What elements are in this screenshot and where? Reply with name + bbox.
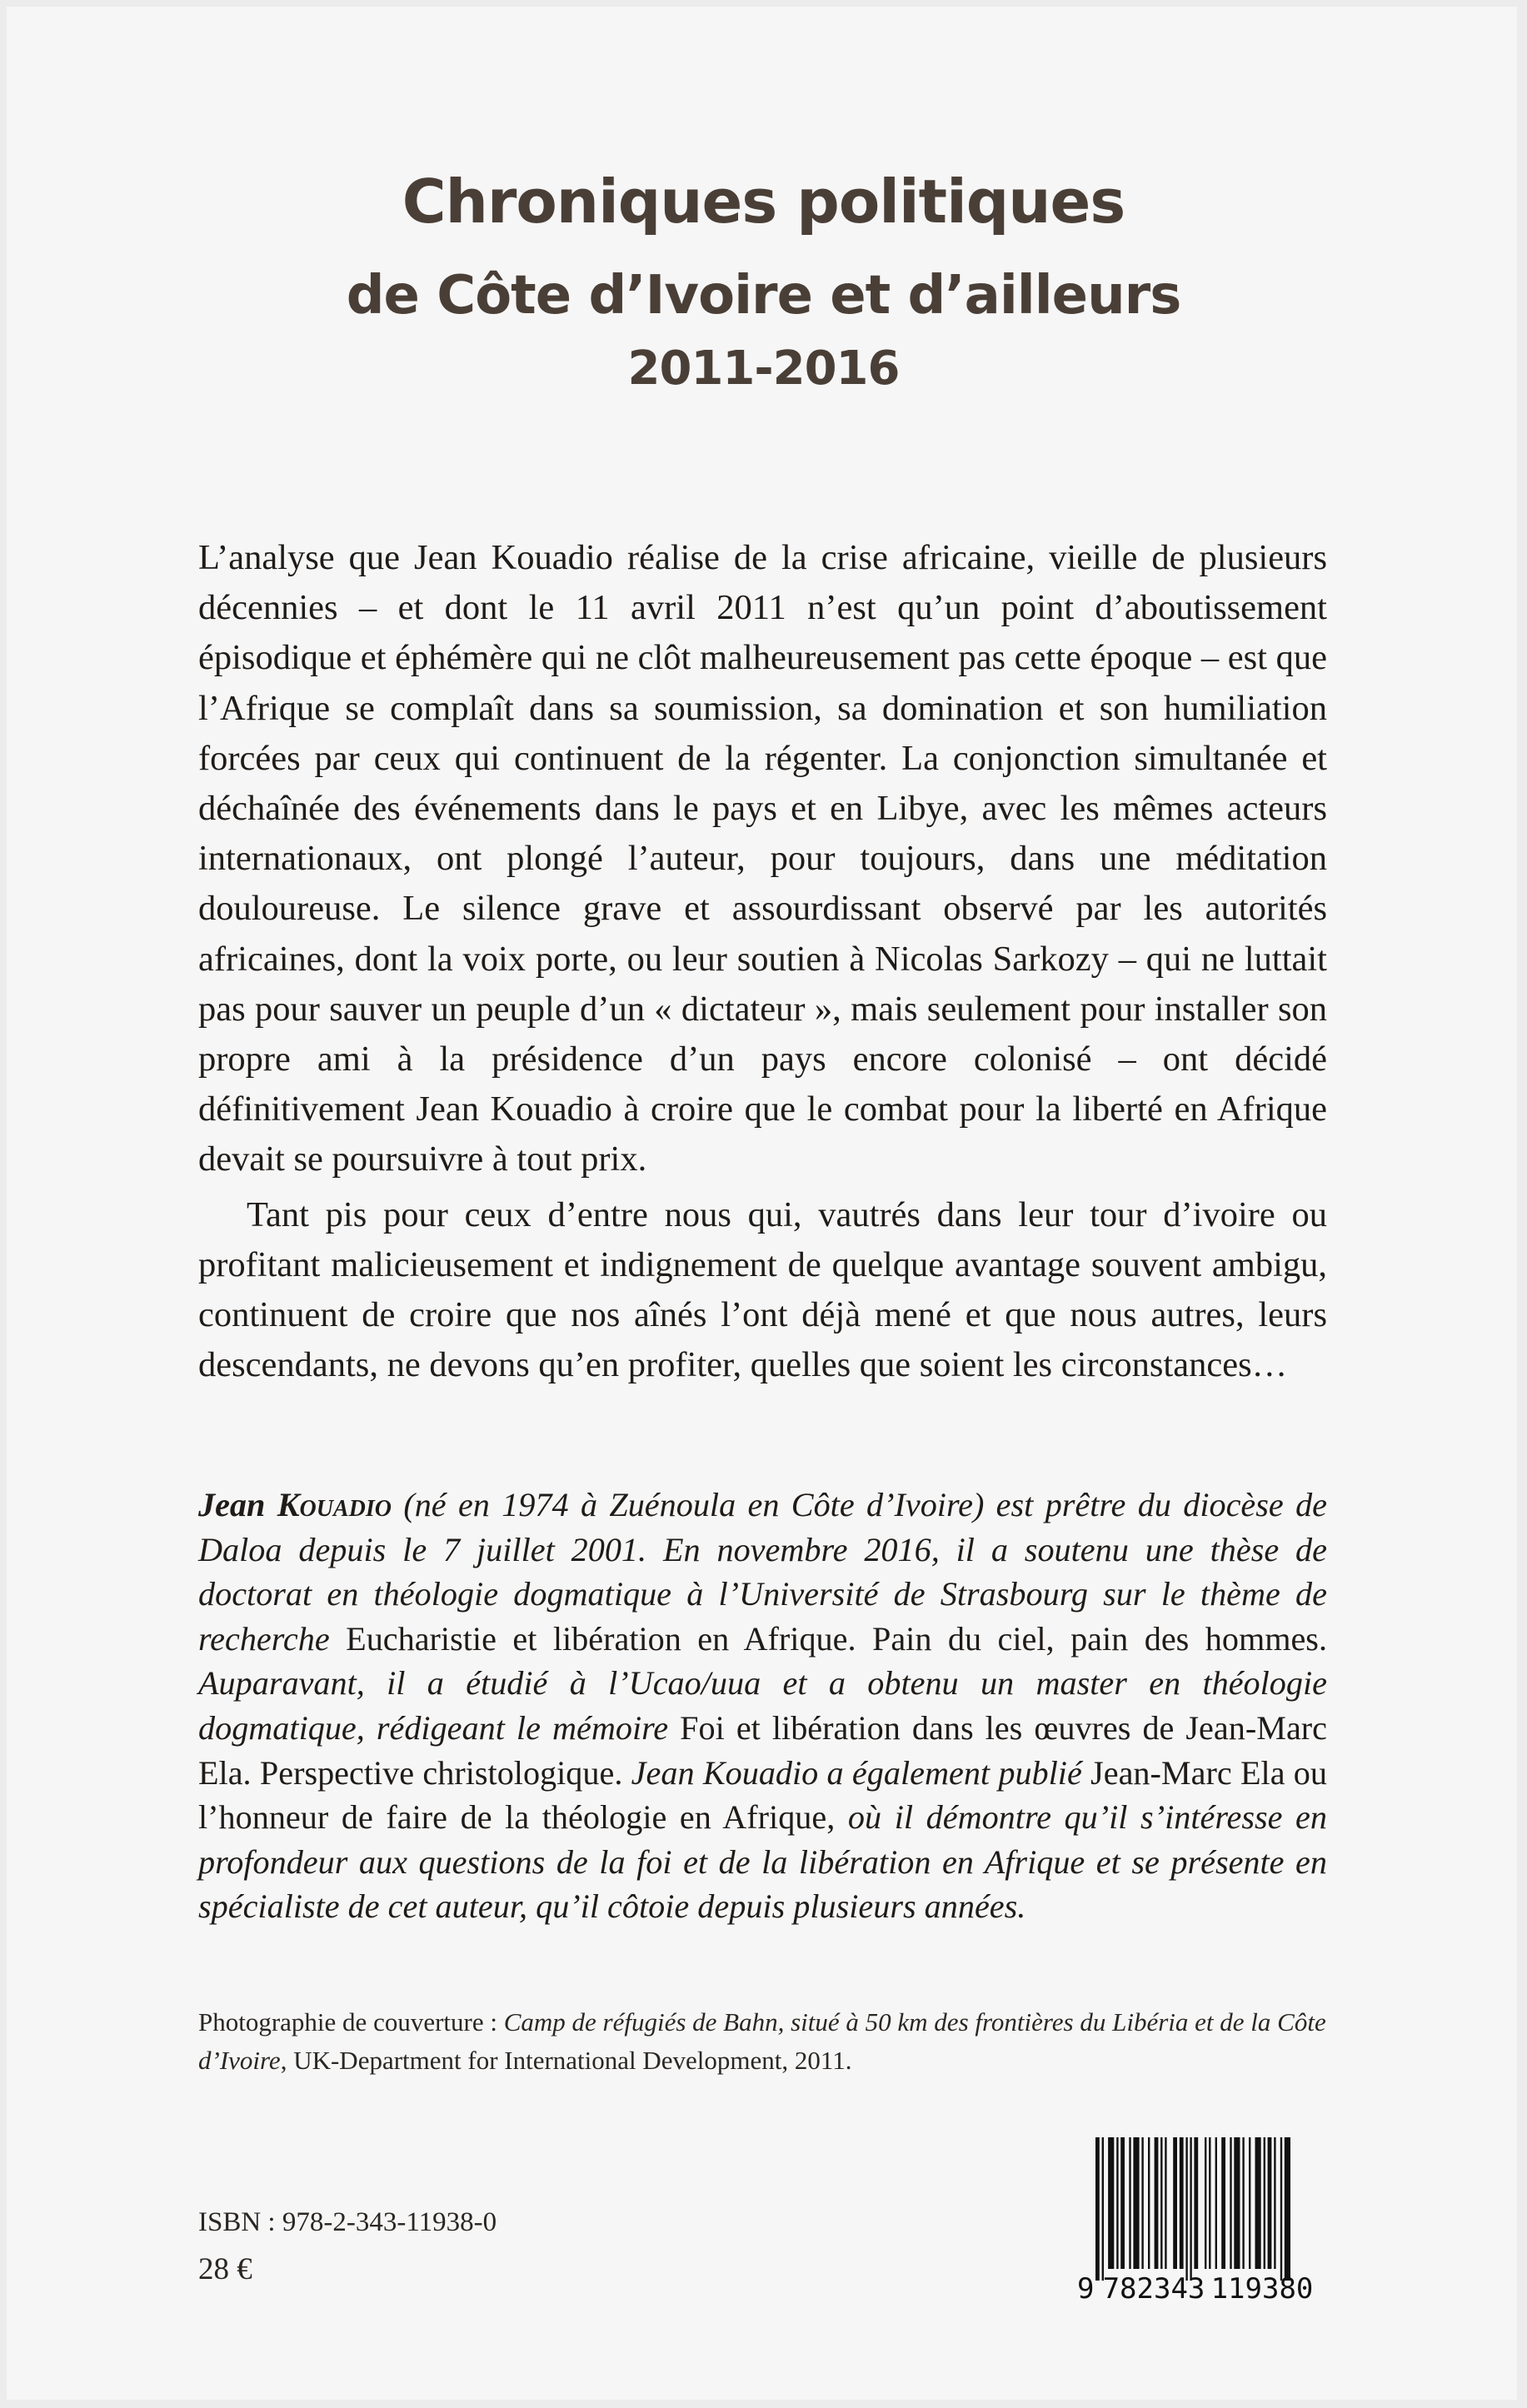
photo-credit-source: , UK-Department for International Development, 2011.: [280, 2046, 852, 2075]
photo-credit: [198, 2003, 1331, 2080]
bio-text: où il démontre qu’il s’intéresse en profondeur aux questions de la foi et de la libération en Afrique et se présente en spécialiste de cet auteur, qu’il côtoie depuis plusieurs années.: [198, 1798, 1327, 1926]
barcode-bar: [1221, 2137, 1225, 2269]
barcode-bar: [1215, 2137, 1217, 2269]
barcode-bar: [1129, 2137, 1130, 2269]
isbn-number: ISBN : 978-2-343-11938-0: [198, 2207, 497, 2237]
barcode-bar: [1274, 2137, 1275, 2269]
barcode-bars: [1095, 2137, 1290, 2281]
thesis-title: Eucharistie et libération en Afrique. Pain du ciel, pain des hommes.: [346, 1619, 1327, 1658]
barcode-bar: [1194, 2137, 1198, 2269]
author-first-name: Jean: [198, 1486, 266, 1523]
barcode-bar: [1185, 2137, 1187, 2281]
publication-title: Jean-Marc Ela ou l’honneur de faire de la théologie en Afrique,: [198, 1753, 1327, 1837]
barcode-bar: [1180, 2137, 1184, 2269]
barcode-bar: [1234, 2137, 1240, 2269]
author-bio: [198, 1483, 1327, 1929]
barcode-bar: [1108, 2137, 1114, 2269]
author-last-name: Kouadio: [277, 1486, 392, 1523]
barcode-bar: [1141, 2137, 1143, 2269]
barcode-bar: [1102, 2137, 1104, 2281]
book-subtitle: de Côte d’Ivoire et d’ailleurs: [346, 265, 1181, 327]
barcode-bar: [1285, 2137, 1290, 2281]
barcode-bar: [1155, 2137, 1159, 2269]
barcode-bar: [1242, 2137, 1244, 2269]
barcode-bar: [1190, 2137, 1191, 2281]
summary-paragraph: L’analyse que Jean Kouadio réalise de la crise africaine, vieille de plusieurs décennies – et dont le 11 avril 2011 n’est qu’un point d’aboutissement épisodique et éphémère qui ne clôt malheureusement pas cette époque – est que l’Afrique se complaît dans sa soumission, sa domination et son humiliation forcées par ceux qui continuent de la régenter. La conjonction simultanée et déchaînée des événements dans le pays et en Libye, avec les mêmes acteurs internationaux, ont plongé l’auteur, pour toujours, dans une méditation douloureuse. Le silence grave et assourdissant observé par les autorités africaines, dont la voix porte, ou leur soutien à Nicolas Sarkozy – qui ne luttait pas pour sauver un peuple d’un « dictateur », mais seulement pour installer son propre ami à la présidence d’un pays encore colonisé – ont décidé définitivement Jean Kouadio à croire que le combat pour la liberté en Afrique devait se poursuivre à tout prix.: [198, 538, 1327, 1179]
photo-credit-caption: Camp de réfugiés de Bahn, situé à 50 km des frontières du Libéria et de la Côte d’Ivoire: [198, 2007, 1326, 2075]
barcode-bar: [1209, 2137, 1210, 2269]
bio-text: (né en 1974 à Zuénoula en Côte d’Ivoire) est prêtre du diocèse de Daloa depuis le 7 juillet 2001. En novembre 2016, il a soutenu une thèse de doctorat en théologie dogmatique à l’Université de Strasbourg sur le thème de recherche: [198, 1486, 1327, 1658]
barcode-bar: [1280, 2137, 1282, 2281]
bio-text: Auparavant, il a étudié à l’Ucao/uua et a obtenu un master en théologie dogmatique, rédigeant le mémoire: [198, 1664, 1327, 1747]
barcode-bar: [1120, 2137, 1125, 2269]
barcode-bar: [1255, 2137, 1261, 2269]
barcode-bar: [1230, 2137, 1231, 2269]
barcode-bar: [1268, 2137, 1272, 2269]
price: 28 €: [198, 2252, 252, 2286]
barcode: [1069, 2137, 1335, 2304]
barcode-bar: [1116, 2137, 1118, 2269]
summary-paragraph: Tant pis pour ceux d’entre nous qui, vautrés dans leur tour d’ivoire ou profitant malicieusement et indignement de quelque avantage souvent ambigu, continuent de croire que nos aînés l’ont déjà mené et que nous autres, leurs descendants, ne devons qu’en profiter, quelles que soient les circonstances…: [198, 1194, 1327, 1385]
barcode-bar: [1249, 2137, 1250, 2269]
book-years: 2011-2016: [627, 342, 900, 396]
barcode-first-digit: 9: [1077, 2272, 1095, 2304]
barcode-right-digits: 119380: [1210, 2272, 1314, 2304]
barcode-bar: [1165, 2137, 1166, 2269]
barcode-bar: [1160, 2137, 1162, 2269]
barcode-bar: [1148, 2137, 1150, 2269]
barcode-bar: [1205, 2137, 1206, 2269]
memoir-title: Foi et libération dans les œuvres de Jean-Marc Ela. Perspective christologique.: [198, 1708, 1328, 1792]
barcode-bar: [1264, 2137, 1265, 2269]
barcode-bar: [1095, 2137, 1100, 2281]
barcode-bar: [1133, 2137, 1139, 2269]
bio-text: Jean Kouadio a également publié: [622, 1753, 1091, 1792]
barcode-bar: [1173, 2137, 1177, 2269]
book-title: Chroniques politiques: [402, 167, 1125, 237]
barcode-left-digits: 782343: [1102, 2272, 1205, 2304]
summary-text: [198, 533, 1327, 1390]
photo-credit-label: Photographie de couverture :: [198, 2007, 504, 2037]
